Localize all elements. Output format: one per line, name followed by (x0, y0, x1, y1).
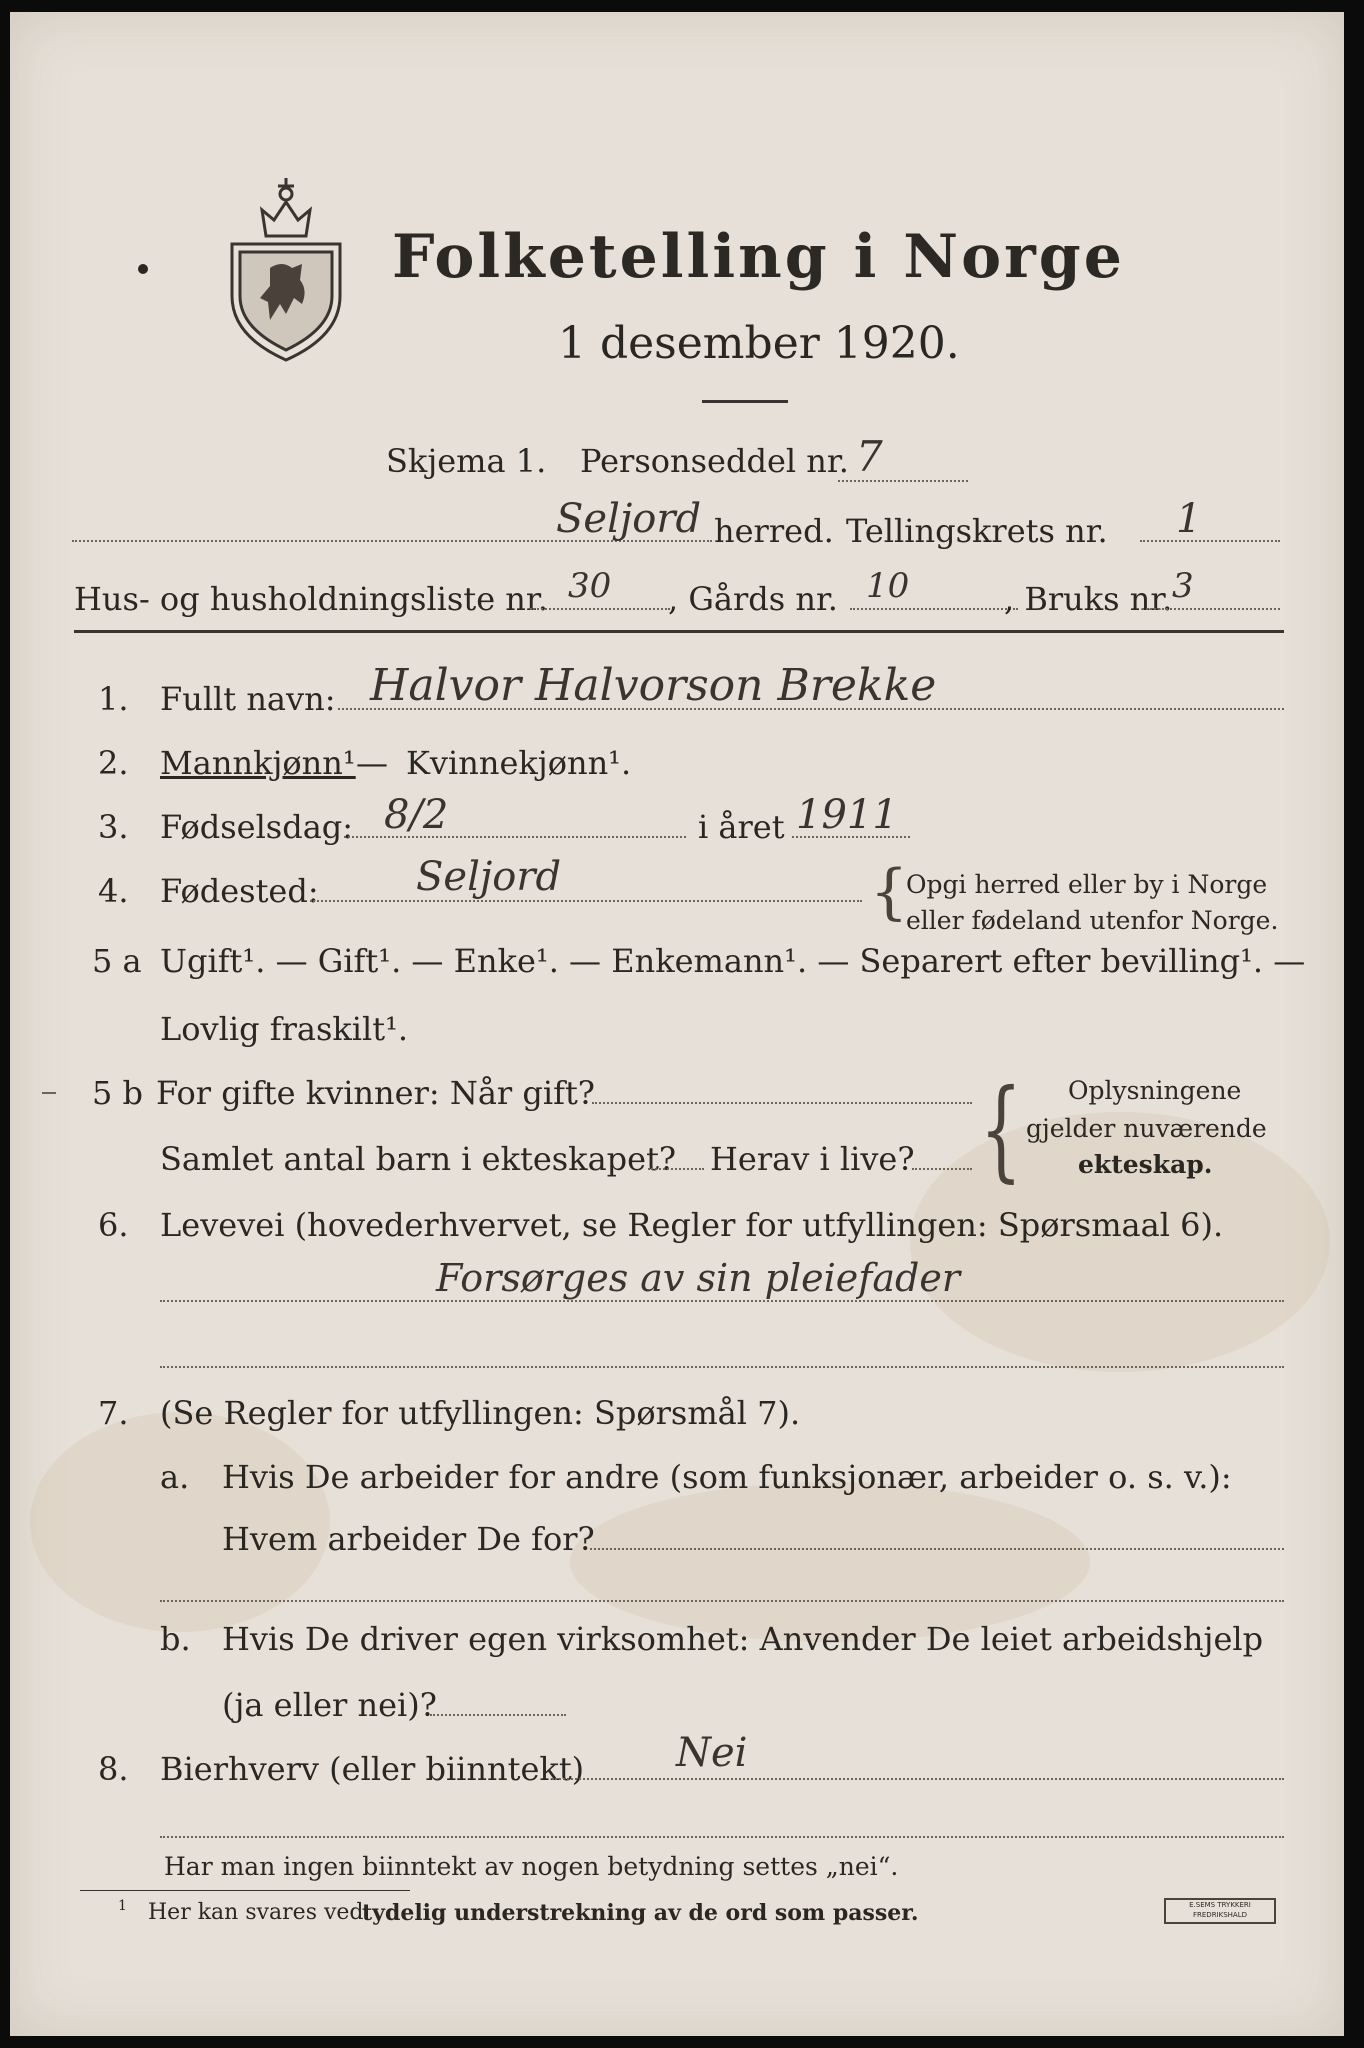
employer-label: Hvem arbeider De for? (222, 1520, 595, 1558)
married-when-label: For gifte kvinner: Når gift? (156, 1074, 595, 1112)
bruks-value: 3 (1172, 566, 1194, 606)
q6-number: 6. (98, 1206, 129, 1244)
side-income-value: Nei (676, 1730, 748, 1776)
gards-label: , Gårds nr. (668, 580, 838, 618)
hus-label: Hus- og husholdningsliste nr. (74, 580, 548, 618)
herred-label: herred. (714, 512, 834, 550)
q7a-question: Hvis De arbeider for andre (som funksjonær, arbeider o. s. v.): (222, 1458, 1232, 1496)
children-alive-label: Herav i live? (710, 1140, 915, 1178)
hus-value: 30 (568, 566, 612, 606)
birthplace-note-2: eller fødeland utenfor Norge. (906, 906, 1279, 935)
q5b-number: 5 b (92, 1074, 144, 1112)
schema-label: Skjema 1. (386, 442, 547, 480)
tellingskrets-label: Tellingskrets nr. (846, 512, 1108, 550)
coat-of-arms-icon (222, 164, 350, 364)
printer-stamp-text: E.SEMS TRYKKERI FREDRIKSHALD (1189, 1901, 1251, 1919)
q7b-question: Hvis De driver egen virksomhet: Anvender De leiet arbeidshjelp (222, 1620, 1264, 1658)
q7-number: 7. (98, 1394, 129, 1432)
q4-label: Fødested: (160, 872, 319, 910)
birthplace-value: Seljord (416, 854, 562, 900)
side-income-note: Har man ingen biinntekt av nogen betydning settes „nei“. (164, 1852, 899, 1881)
personseddel-value: 7 (856, 432, 883, 481)
q4-number: 4. (98, 872, 129, 910)
q3-number: 3. (98, 808, 129, 846)
q7b-letter: b. (160, 1620, 191, 1658)
tellingskrets-value: 1 (1176, 496, 1202, 542)
marriage-note-2: gjelder nuværende (1026, 1114, 1267, 1143)
census-date: 1 desember 1920. (558, 318, 960, 369)
q7-label: (Se Regler for utfyllingen: Spørsmål 7). (160, 1394, 801, 1432)
marriage-note-1: Oplysningene (1068, 1076, 1242, 1105)
personseddel-label: Personseddel nr. (580, 442, 849, 480)
birthday-value: 8/2 (384, 792, 449, 838)
gender-separator: — (356, 744, 388, 782)
bruks-label: , Bruks nr. (1004, 580, 1173, 618)
gender-male-option: Mannkjønn¹ (160, 744, 356, 782)
marriage-note-3: ekteskap. (1078, 1150, 1213, 1179)
q1-number: 1. (98, 680, 129, 718)
q2-number: 2. (98, 744, 129, 782)
hired-help-label: (ja eller nei)? (222, 1686, 437, 1724)
marital-status-divorced: Lovlig fraskilt¹. (160, 1010, 409, 1048)
gards-value: 10 (866, 566, 910, 606)
birthplace-note-1: Opgi herred eller by i Norge (906, 870, 1268, 899)
year-label: i året (698, 808, 785, 846)
q8-number: 8. (98, 1750, 129, 1788)
printer-stamp (1164, 1898, 1276, 1924)
footnote-mark: 1 (118, 1898, 127, 1914)
q5a-number: 5 a (92, 942, 142, 980)
q7a-letter: a. (160, 1458, 190, 1496)
herred-value: Seljord (556, 496, 702, 542)
q3-label: Fødselsdag: (160, 808, 354, 846)
occupation-value: Forsørges av sin pleiefader (436, 1256, 960, 1300)
footnote-text-a: Her kan svares ved (148, 1900, 364, 1925)
birth-year-value: 1911 (796, 792, 898, 838)
marital-status-options: Ugift¹. — Gift¹. — Enke¹. — Enkemann¹. — Separert efter bevilling¹. — (160, 942, 1306, 980)
full-name-value: Halvor Halvorson Brekke (370, 660, 937, 711)
footnote-text-b: tydelig understrekning av de ord som passer. (362, 1900, 919, 1926)
side-income-label: Bierhverv (eller biinntekt) (160, 1750, 585, 1788)
q1-label: Fullt navn: (160, 680, 336, 718)
gender-female-option: Kvinnekjønn¹. (406, 744, 632, 782)
form-title: Folketelling i Norge (392, 222, 1125, 292)
children-count-label: Samlet antal barn i ekteskapet? (160, 1140, 677, 1178)
occupation-label: Levevei (hovederhvervet, se Regler for utfyllingen: Spørsmaal 6). (160, 1206, 1224, 1244)
